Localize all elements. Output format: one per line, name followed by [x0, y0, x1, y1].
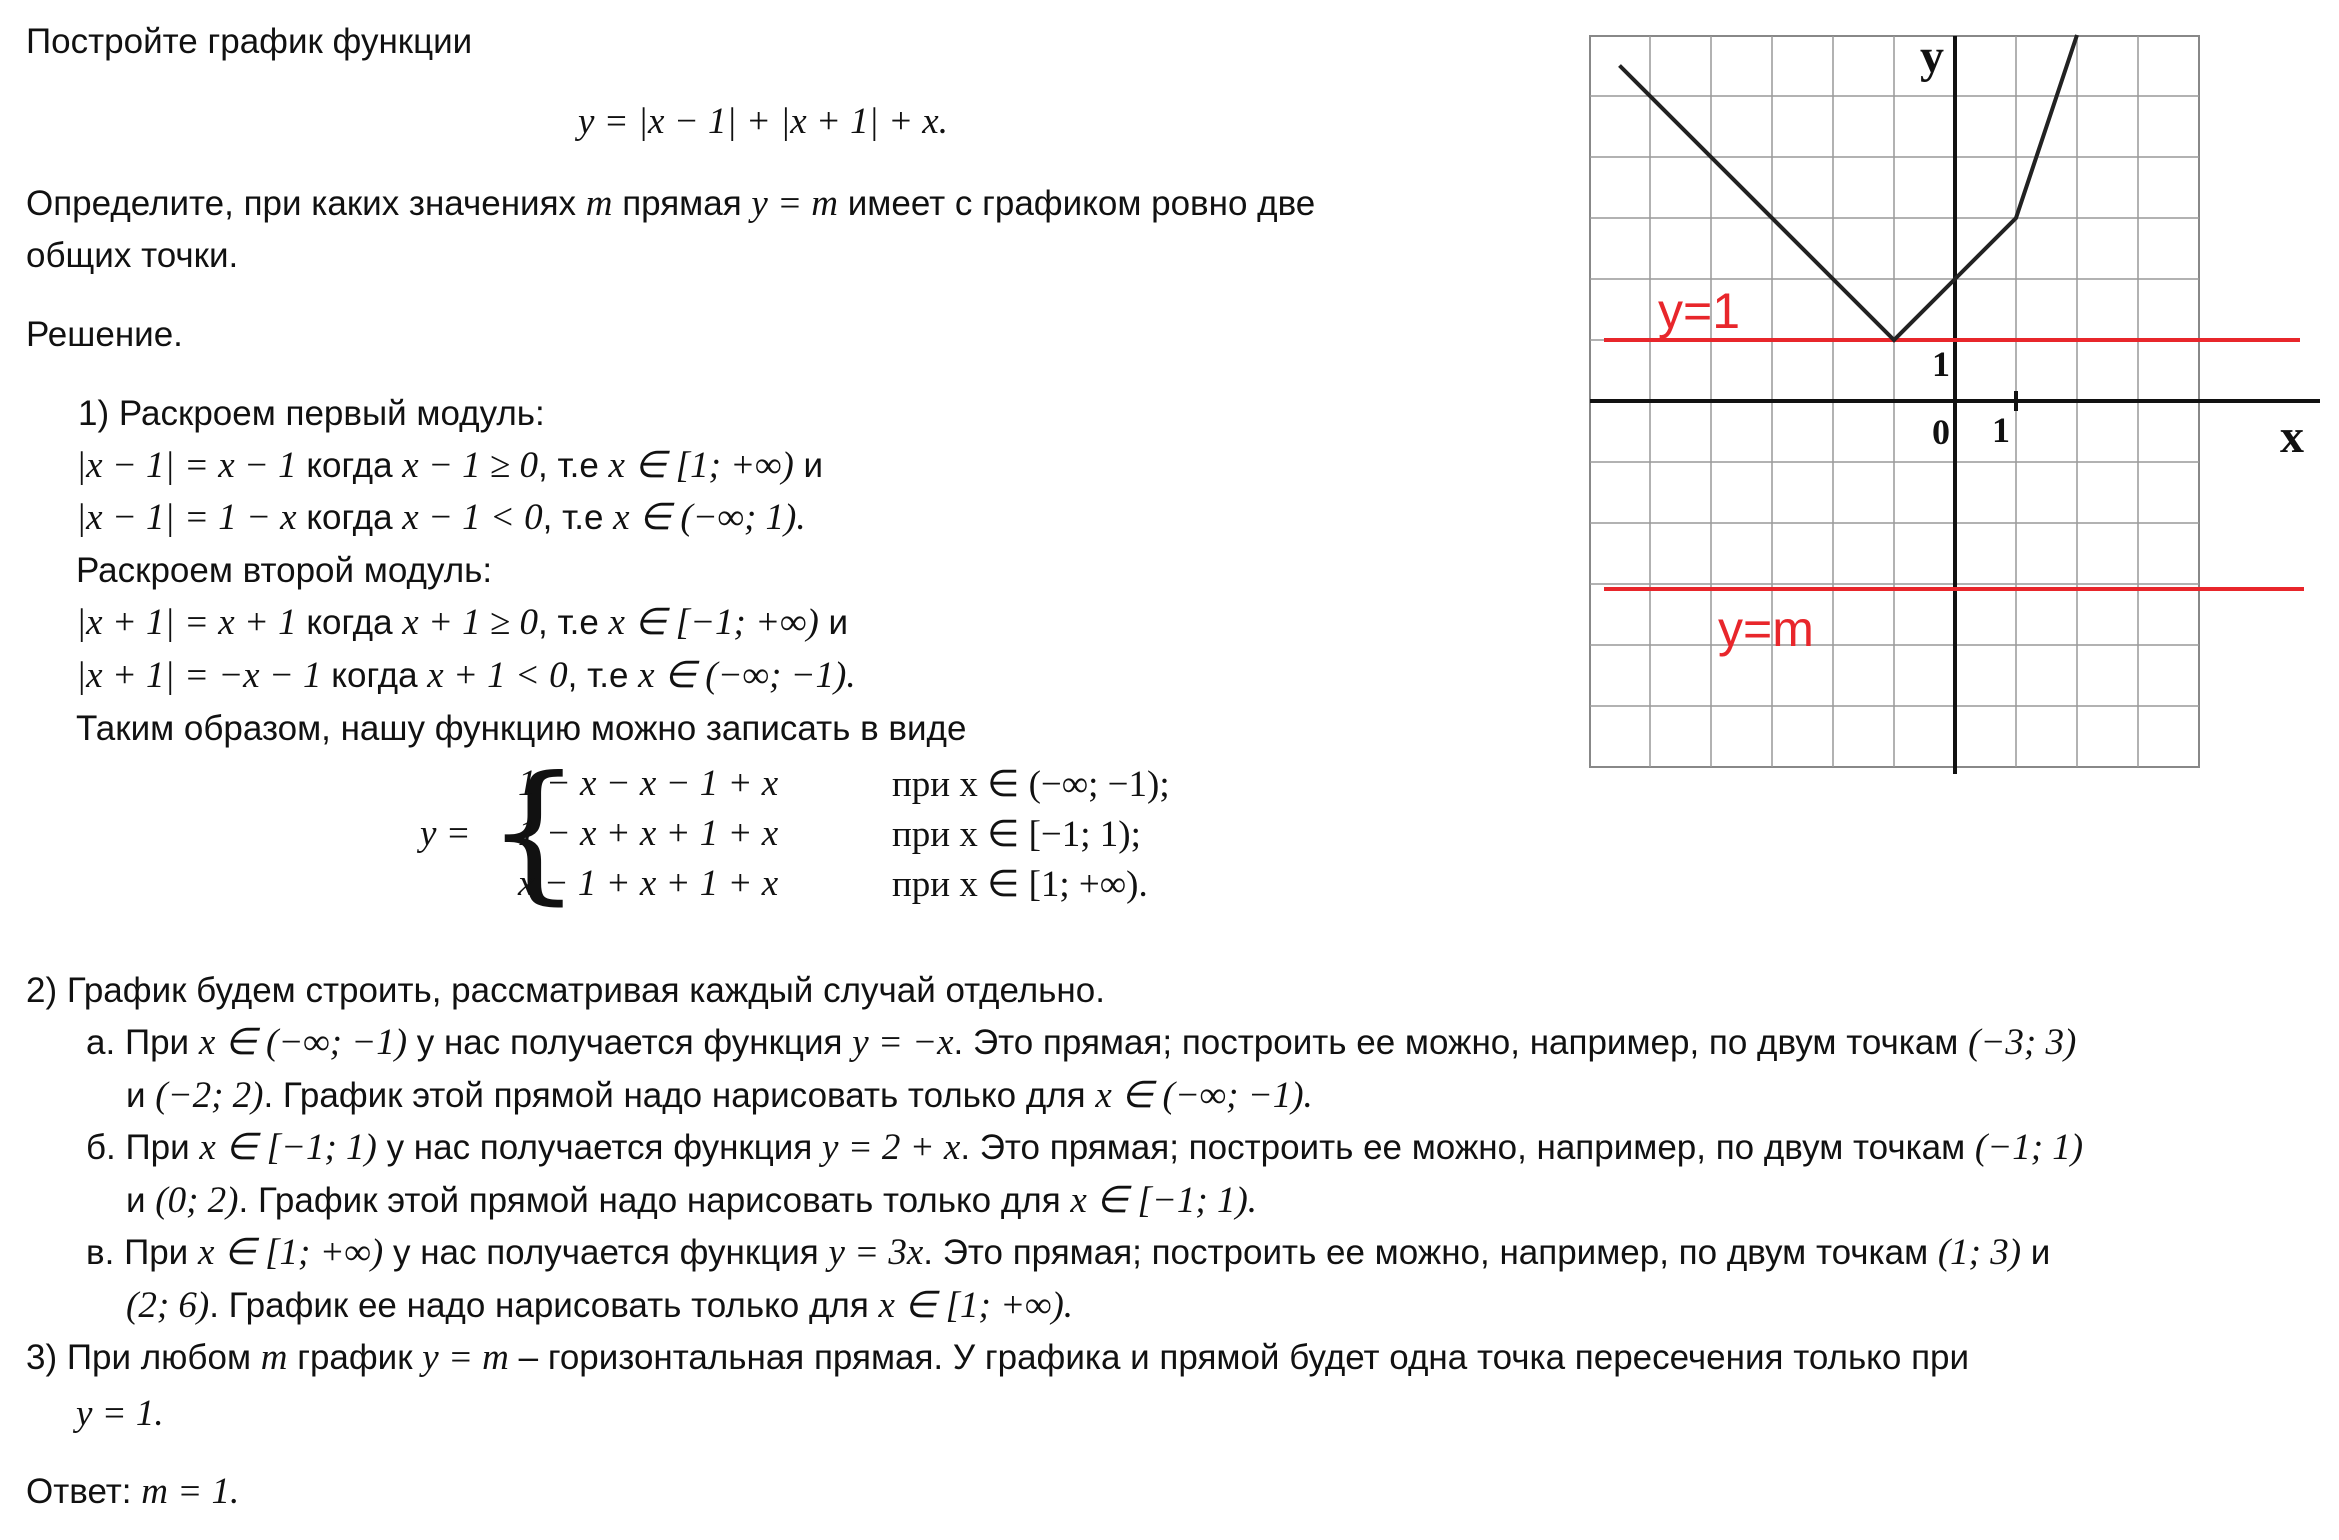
step2b-p4: и	[126, 1181, 156, 1220]
q-text-a: Определите, при каких значениях	[26, 184, 586, 223]
system-row3-cond: при x ∈ [1; +∞).	[892, 864, 1148, 905]
step2a-p3: . Это прямая; построить ее можно, например, по двум точкам	[953, 1023, 1969, 1062]
step2c-fn: y = 3x	[828, 1232, 924, 1273]
step2c-p3b: и	[2021, 1233, 2051, 1272]
l4-when: когда	[321, 656, 428, 695]
l2-te: , т.е	[542, 498, 614, 537]
l1-when: когда	[296, 446, 403, 485]
step2a-line2	[126, 1070, 1313, 1122]
step2b-p1: При	[125, 1128, 200, 1167]
l1-cond: x − 1 ≥ 0	[402, 445, 538, 486]
step2b-line1	[86, 1122, 2083, 1174]
step2c-int2: x ∈ [1; +∞).	[878, 1285, 1074, 1326]
step1-line1	[76, 440, 823, 492]
x-axis-label: x	[2280, 410, 2304, 463]
step2a-int2: x ∈ (−∞; −1).	[1095, 1075, 1313, 1116]
system-row2-cond: при x ∈ [−1; 1);	[892, 814, 1141, 855]
step2c-p1: При	[124, 1233, 198, 1272]
step2a-pt2: (−2; 2)	[155, 1075, 264, 1116]
problem-heading: Постройте график функции	[26, 22, 473, 61]
system-lhs: y =	[420, 813, 471, 854]
answer-value: m = 1.	[141, 1471, 240, 1512]
step2b-pt2: (0; 2)	[155, 1180, 239, 1221]
l4-te: , т.е	[567, 656, 639, 695]
step2a-p5: . График этой прямой надо нарисовать только для	[263, 1076, 1096, 1115]
l2-when: когда	[296, 498, 403, 537]
l2-cond: x − 1 < 0	[402, 497, 543, 538]
step2-title: График будем строить, рассматривая каждый случай отдельно.	[66, 971, 1105, 1010]
l2-int: x ∈ (−∞; 1).	[613, 497, 806, 538]
l3-math: |x + 1| = x + 1	[76, 602, 297, 643]
l4-cond: x + 1 < 0	[427, 655, 568, 696]
step2b-p5: . График этой прямой надо нарисовать только для	[238, 1181, 1071, 1220]
step3-p2: график	[287, 1338, 423, 1377]
step2b-int: x ∈ [−1; 1)	[199, 1127, 377, 1168]
step2c-p2: у нас получается функция	[383, 1233, 829, 1272]
q-text-c: имеет с графиком ровно две	[838, 184, 1316, 223]
y-axis-label: y	[1920, 30, 1944, 83]
step1-line2	[76, 492, 806, 544]
answer-label: Ответ:	[26, 1472, 142, 1511]
l3-and: и	[818, 603, 849, 642]
step1-title-line	[78, 388, 545, 440]
step3-eq: y = 1.	[76, 1393, 164, 1434]
line-y1-label: y=1	[1658, 283, 1741, 339]
step2c-letter: в.	[86, 1233, 115, 1272]
step2a-int: x ∈ (−∞; −1)	[198, 1022, 408, 1063]
step2c-line1	[86, 1227, 2050, 1279]
l1-math: |x − 1| = x − 1	[76, 445, 297, 486]
step2b-line2	[126, 1175, 1257, 1227]
q-m: m	[585, 183, 613, 224]
step2a-letter: а.	[86, 1023, 116, 1062]
step2a-fn: y = −x	[852, 1022, 954, 1063]
step3-p3: – горизонтальная прямая. У графика и прямой будет одна точка пересечения только при	[508, 1338, 1970, 1377]
step2-title-line	[26, 965, 1105, 1017]
step2c-pt1: (1; 3)	[1937, 1232, 2022, 1273]
l2-math: |x − 1| = 1 − x	[76, 497, 297, 538]
l3-cond: x + 1 ≥ 0	[402, 602, 538, 643]
problem-formula: y = |x − 1| + |x + 1| + x.	[578, 101, 948, 142]
answer-line	[26, 1466, 239, 1518]
step2a-p1: При	[124, 1023, 199, 1062]
step1-line3	[76, 597, 848, 649]
q-eq: y = m	[751, 183, 839, 224]
step2c-pt2: (2; 6)	[126, 1285, 210, 1326]
step2b-pt1: (−1; 1)	[1974, 1127, 2084, 1168]
step1-summary: Таким образом, нашу функцию можно записать в виде	[76, 709, 967, 748]
l3-int: x ∈ [−1; +∞)	[608, 602, 819, 643]
step2b-fn: y = 2 + x	[822, 1127, 961, 1168]
step3-m: m	[260, 1337, 288, 1378]
step1-line4	[76, 650, 856, 702]
step1-title: Раскроем первый модуль:	[118, 394, 545, 433]
system-brace: {	[486, 745, 582, 919]
function-graph	[1580, 26, 2339, 786]
system-row1-expr: 1 − x − x − 1 + x	[518, 763, 779, 804]
system-row3-expr: x − 1 + x + 1 + x	[518, 863, 779, 904]
step3-p1: При любом	[66, 1338, 261, 1377]
step2a-p4: и	[126, 1076, 156, 1115]
step2b-int2: x ∈ [−1; 1).	[1070, 1180, 1258, 1221]
system-row2-expr: 1 − x + x + 1 + x	[518, 813, 779, 854]
problem-question-line2: общих точки.	[26, 236, 239, 275]
step2c-p5: . График ее надо нарисовать только для	[209, 1286, 879, 1325]
step2c-int: x ∈ [1; +∞)	[197, 1232, 384, 1273]
l1-te: , т.е	[538, 446, 609, 485]
solution-label: Решение.	[26, 315, 183, 354]
l3-when: когда	[296, 603, 403, 642]
step1-second-title: Раскроем второй модуль:	[76, 551, 493, 590]
l4-int: x ∈ (−∞; −1).	[638, 655, 856, 696]
step2a-p2: у нас получается функция	[407, 1023, 853, 1062]
step3-fn: y = m	[422, 1337, 509, 1378]
problem-question-line1	[26, 178, 1315, 230]
step1-num: 1)	[78, 394, 110, 433]
line-ym-label: y=m	[1718, 601, 1814, 657]
step2b-letter: б.	[86, 1128, 116, 1167]
step2-num: 2)	[26, 971, 58, 1010]
step2c-p3: . Это прямая; построить ее можно, например, по двум точкам	[923, 1233, 1938, 1272]
step2a-pt1: (−3; 3)	[1968, 1022, 2077, 1063]
q-text-b: прямая	[612, 184, 752, 223]
step2b-p2: у нас получается функция	[376, 1128, 823, 1167]
system-row1-cond: при x ∈ (−∞; −1);	[892, 764, 1170, 805]
l3-te: , т.е	[538, 603, 609, 642]
step2c-line2	[126, 1280, 1073, 1332]
l4-math: |x + 1| = −x − 1	[76, 655, 322, 696]
origin-label: 0	[1932, 412, 1950, 452]
y-unit-label: 1	[1932, 344, 1950, 384]
step3-line1	[26, 1332, 1969, 1384]
step2a-line1	[86, 1017, 2076, 1069]
l1-int: x ∈ [1; +∞)	[608, 445, 794, 486]
x-unit-label: 1	[1992, 410, 2010, 450]
step2b-p3: . Это прямая; построить ее можно, например, по двум точкам	[960, 1128, 1975, 1167]
step3-num: 3)	[26, 1338, 58, 1377]
l1-and: и	[793, 446, 824, 485]
